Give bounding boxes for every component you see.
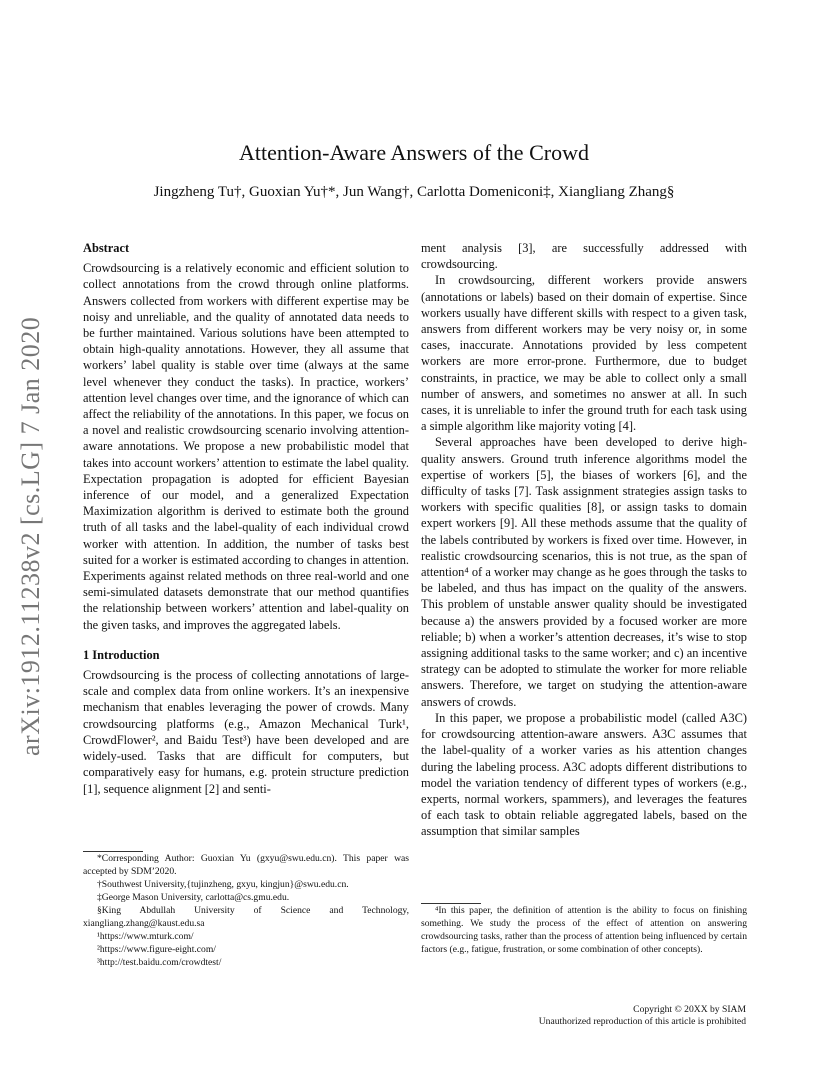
right-footnotes (421, 904, 747, 956)
footnote-url-3: ³http://test.baidu.com/crowdtest/ (97, 957, 222, 968)
copyright-line-2: Unauthorized reproduction of this article is prohibited (538, 1016, 746, 1027)
footnote-swu: †Southwest University,{tujinzheng, gxyu, kingjun}@swu.edu.cn. (97, 879, 349, 890)
footnote-attention: ⁴In this paper, the definition of attention is the ability to focus on finishing something. We study the process of the effect of attention on answering crowdsourcing tasks, rather than the process of attention being influenced by certain factors (e.g., fatigue, frustration, or some combination of other concepts). (421, 905, 747, 955)
intro-heading: 1 Introduction (83, 647, 160, 662)
paper-title: Attention-Aware Answers of the Crowd (239, 140, 589, 165)
abstract-text: Crowdsourcing is a relatively economic and efficient solution to collect annotations from the crowd through online platforms. Answers collected from workers with different expertise may be noisy and unreliable, and the quality of annotated data needs to be further maintained. Various solutions have been attempted to obtain high-quality annotations. However, they all assume that workers’ label quality is stable over time (always at the same level whenever they conduct the tasks). In practice, workers’ attention level changes over time, and the ignorance of which can affect the reliability of the annotations. In this paper, we focus on a novel and realistic crowdsourcing scenario involving attention-aware annotations. We propose a new probabilistic model that takes into account workers’ attention to estimate the label quality. Expectation propagation is adopted for efficient Bayesian inference of our model, and a generalized Expectation Maximization algorithm is derived to estimate both the ground truth of all tasks and the label-quality of each individual crowd worker with attention. In addition, the number of tasks best suited for a worker is estimated according to changes in attention. Experiments against related methods on three real-world and one semi-simulated datasets demonstrate that our method quantifies the relationship between workers’ attention and label-quality on the given tasks, and improves the aggregated labels. (83, 261, 409, 632)
footnote-url-2: ²https://www.figure-eight.com/ (97, 944, 216, 955)
right-paragraph-0: ment analysis [3], are successfully addressed with crowdsourcing. (421, 241, 747, 272)
copyright-line-1: Copyright © 20XX by SIAM (633, 1004, 746, 1015)
abstract-heading: Abstract (83, 241, 130, 255)
arxiv-stamp: arXiv:1912.11238v2 [cs.LG] 7 Jan 2020 (16, 316, 45, 756)
footnote-kaust: §King Abdullah University of Science and Technology, xiangliang.zhang@kaust.edu.sa (83, 905, 409, 929)
footnote-url-1: ¹https://www.mturk.com/ (97, 931, 194, 942)
right-paragraph-1: In crowdsourcing, different workers provide answers (annotations or labels) based on their domain of expertise. Since workers usually have different skills with respect to a given task, answers from different workers may be very noisy or, in some cases, inaccurate. Annotations provided by less competent workers are more error-prone. Furthermore, due to budget constraints, in practice, we may be able to collect only a small number of answers, and sometimes no answer at all. In such cases, it is unreliable to infer the ground truth for each task using a simple algorithm like majority voting [4]. (421, 273, 747, 434)
intro-paragraph: Crowdsourcing is the process of collecting annotations of large-scale and complex data from online workers. It’s an inexpensive mechanism that enables leveraging the power of crowds. Many crowdsourcing platforms (e.g., Amazon Mechanical Turk¹, CrowdFlower², and Baidu Test³) have been developed and are widely-used. Tasks that are difficult for computers, but comparatively easy for humans, e.g. protein structure prediction [1], sequence alignment [2] and senti- (83, 668, 409, 796)
copyright-notice (539, 1004, 746, 1028)
right-column (421, 240, 747, 840)
left-footnotes (83, 852, 409, 969)
right-paragraph-3: In this paper, we propose a probabilistic model (called A3C) for crowdsourcing attention-aware answers. A3C assumes that the label-quality of a worker varies as his attention changes during the labeling process. A3C adopts different distributions to model the variation tendency of different types of workers (e.g., experts, normal workers, spammers), and leverages the features of each task to obtain reliable aggregated labels, based on the assumption that similar samples (421, 710, 747, 839)
left-column (83, 240, 409, 797)
author-list: Jingzheng Tu†, Guoxian Yu†*, Jun Wang†, Carlotta Domeniconi‡, Xiangliang Zhang§ (153, 184, 675, 200)
footnote-corresponding: *Corresponding Author: Guoxian Yu (gxyu@swu.edu.cn). This paper was accepted by SDM’2020. (83, 853, 409, 877)
right-paragraph-2: Several approaches have been developed to derive high-quality answers. Ground truth inference algorithms model the expertise of workers [5], the biases of workers [6], and the difficulty of tasks [7]. Task assignment strategies assign tasks to workers with specific qualities [8], or assign tasks to domain expert workers [9]. All these methods assume that the quality of the labels contributed by workers is fixed over time. However, in realistic crowdsourcing scenarios, this is not true, as the span of attention⁴ of a worker may change as he goes through the tasks to be labeled, and thus has impact on the quality of the answers. This problem of unstable answer quality should be investigated because a) the answers provided by a focused worker are more reliable; b) when a worker’s attention decreases, it’s wise to stop assigning additional tasks to the same worker; and c) an incentive strategy can be adopted to stimulate the worker for more reliable answers. Therefore, we target on studying the attention-aware answers of crowds. (421, 435, 747, 709)
footnote-gmu: ‡George Mason University, carlotta@cs.gmu.edu. (97, 892, 290, 903)
